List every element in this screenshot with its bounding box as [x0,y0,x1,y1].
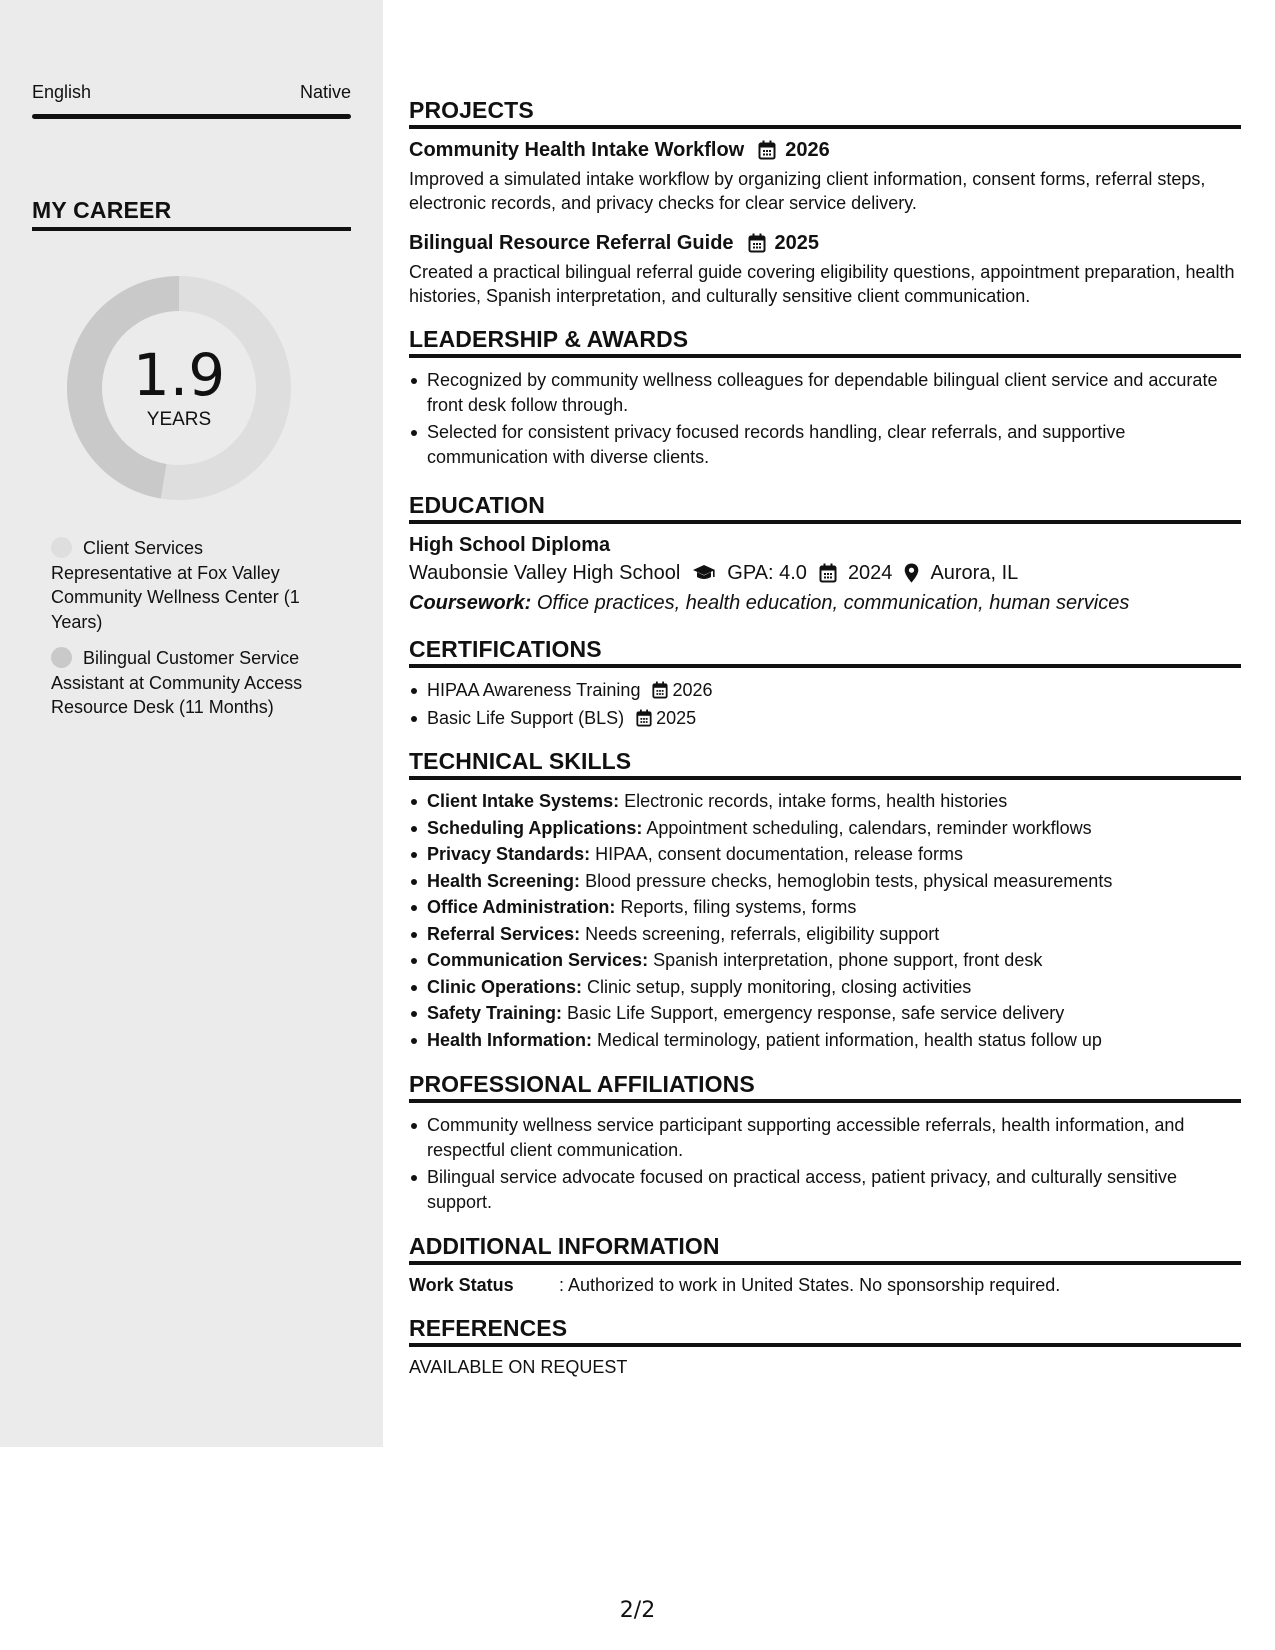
career-item-text: Bilingual Customer Service Assistant at Community Access Resource Desk (11 Months) [51,648,303,717]
list-item: Recognized by community wellness colleagues for dependable bilingual client service and accurate front desk follow through. [409,368,1241,417]
project-year: 2026 [785,139,830,161]
coursework [409,588,1241,618]
list-item [409,706,1241,731]
career-list [51,536,326,732]
language-row [32,82,351,103]
career-years-value: 1.9 [132,341,226,409]
skill-value: Blood pressure checks, hemoglobin tests, physical measurements [585,870,1113,891]
additional-section [409,1232,1241,1297]
project-name: Bilingual Resource Referral Guide [409,232,734,254]
skill-label: Health Information: [427,1029,592,1050]
section-rule [409,125,1241,129]
section-rule [409,1099,1241,1103]
project-name: Community Health Intake Workflow [409,139,745,161]
skill-item [409,922,1241,947]
degree-title: High School Diploma [409,534,611,556]
education-section [409,491,1241,618]
skill-label: Client Intake Systems: [427,791,620,811]
career-years-unit: YEARS [146,409,212,430]
skill-item [409,1028,1241,1053]
section-title: LEADERSHIP & AWARDS [409,326,689,352]
work-status-row [409,1273,1241,1297]
sidebar [0,0,383,1447]
skill-item [409,789,1241,814]
graduation-year: 2024 [847,562,893,584]
career-item [51,536,326,634]
list-item: Selected for consistent privacy focused records handling, clear referrals, and supportive communication with diverse clients. [409,420,1241,469]
main-content [409,96,1241,1379]
list-item: Community wellness service participant supporting accessible referrals, health information, and respectful client communication. [409,1113,1241,1162]
coursework-label: Coursework: [409,592,532,614]
school-location: Aurora, IL [930,562,1019,584]
skill-item [409,869,1241,894]
language-level-bar [32,114,351,119]
graduation-cap-icon [692,564,716,582]
skill-value: HIPAA, consent documentation, release forms [595,844,963,864]
calendar-icon [652,681,668,699]
gpa: GPA: 4.0 [727,562,807,584]
section-rule [409,1261,1241,1265]
skill-item [409,895,1241,920]
skill-item [409,842,1241,867]
section-rule [409,776,1241,780]
section-title: PROJECTS [409,97,534,123]
calendar-icon [636,709,652,727]
affiliations-section [409,1070,1241,1214]
skills-section [409,747,1241,1052]
work-status-value: : Authorized to work in United States. No sponsorship required. [559,1275,1061,1295]
skill-label: Clinic Operations: [427,976,583,997]
section-title: TECHNICAL SKILLS [409,748,632,774]
list-item: Bilingual service advocate focused on practical access, patient privacy, and culturally sensitive support. [409,1165,1241,1214]
references-text: AVAILABLE ON REQUEST [409,1357,628,1377]
section-title: CERTIFICATIONS [409,636,602,662]
project-heading [409,230,1241,256]
skill-value: Clinic setup, supply monitoring, closing activities [587,976,972,997]
language-name: English [32,82,92,102]
section-rule [409,1343,1241,1347]
skill-value: Basic Life Support, emergency response, safe service delivery [567,1003,1065,1023]
leadership-list [409,368,1241,469]
project-year: 2025 [774,232,820,254]
career-item-text: Client Services Representative at Fox Valley Community Wellness Center (1 Years) [51,538,300,632]
affiliations-list [409,1113,1241,1214]
certification-row [427,706,1241,731]
work-status-label: Work Status [409,1275,514,1295]
certification-row [427,678,1241,703]
skill-label: Scheduling Applications: [427,817,643,838]
education-details [409,558,1241,588]
school-name: Waubonsie Valley High School [409,562,681,584]
project-description: Improved a simulated intake workflow by organizing client information, consent forms, referral steps, electronic records, and privacy checks for clear service delivery. [409,169,1206,213]
skill-value: Electronic records, intake forms, health histories [624,791,1008,811]
skill-value: Medical terminology, patient information, health status follow up [597,1029,1102,1050]
certification-year: 2025 [656,707,697,728]
legend-dot-icon [51,647,72,668]
skill-item [409,948,1241,973]
skill-value: Spanish interpretation, phone support, front desk [653,950,1043,970]
section-title: REFERENCES [409,1315,568,1341]
section-title: ADDITIONAL INFORMATION [409,1233,720,1259]
certification-name: Basic Life Support (BLS) [427,707,625,728]
section-rule [409,664,1241,668]
language-level: Native [299,82,351,102]
projects-section [409,96,1241,308]
skill-item [409,975,1241,1000]
list-item [409,678,1241,703]
career-title-rule [32,227,351,231]
career-item [51,646,326,720]
skill-label: Health Screening: [427,870,581,891]
skill-value: Needs screening, referrals, eligibility support [585,923,940,944]
certifications-list [409,678,1241,730]
skill-label: Referral Services: [427,923,581,944]
skill-item [409,816,1241,841]
calendar-icon [758,140,776,160]
skill-label: Privacy Standards: [427,844,591,864]
coursework-text: Office practices, health education, communication, human services [536,592,1130,614]
section-title: PROFESSIONAL AFFILIATIONS [409,1071,755,1097]
skill-value: Appointment scheduling, calendars, reminder workflows [646,817,1092,838]
certification-name: HIPAA Awareness Training [427,680,641,700]
section-title: EDUCATION [409,492,545,518]
section-rule [409,520,1241,524]
calendar-icon [819,563,837,583]
section-rule [409,354,1241,358]
certifications-section [409,635,1241,730]
certification-year: 2026 [672,680,713,700]
page-number: 2/2 [619,1598,656,1623]
skills-list [409,789,1241,1052]
references-section [409,1314,1241,1379]
career-donut-label [66,275,292,501]
project-description: Created a practical bilingual referral guide covering eligibility questions, appointment preparation, health histories, Spanish interpretation, and culturally sensitive client communication. [409,262,1235,306]
skill-value: Reports, filing systems, forms [620,897,857,917]
calendar-icon [748,233,766,253]
skill-item [409,1001,1241,1026]
legend-dot-icon [51,537,72,558]
skill-label: Safety Training: [427,1003,563,1023]
project-heading [409,137,1241,163]
map-pin-icon [904,563,919,583]
skill-label: Communication Services: [427,950,649,970]
leadership-section [409,325,1241,469]
career-title: MY CAREER [32,197,172,223]
skill-label: Office Administration: [427,897,616,917]
